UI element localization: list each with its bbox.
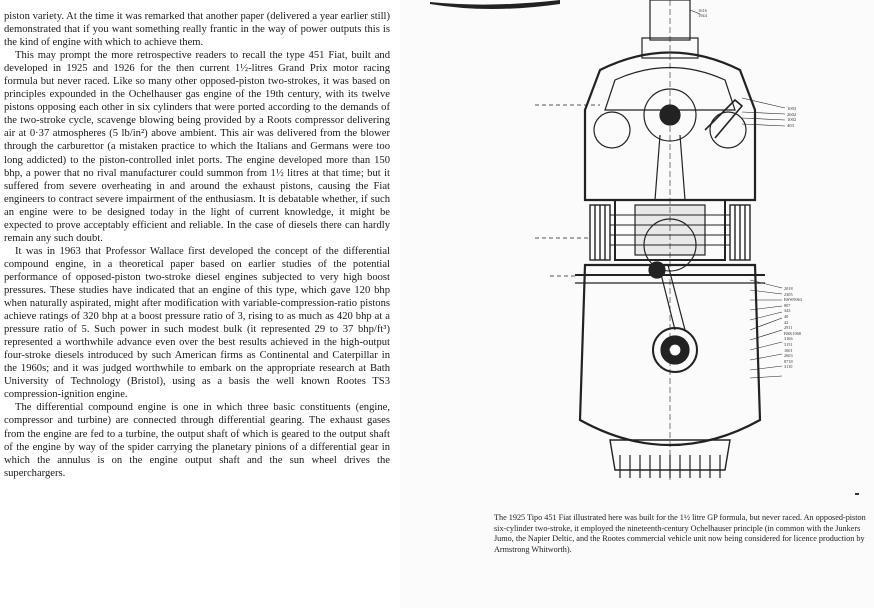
paragraph-1: piston variety. At the time it was remarked that another paper (delivered a year earlier still) demonstrated that if you want something really frantic in the way of power outputs this is the kind of engine with which to achieve them. (4, 11, 390, 49)
figure-caption: The 1925 Tipo 451 Fiat illustrated here was built for the 1½ litre GP formula, but never raced. An opposed-piston six-cylinder two-stroke, it employed the nineteenth-century Ochelhauser principle (in common with the Junkers Jumo, the Napier Deltic, and the Rootes commercial vehicle unit now being considered for licence production by Armstrong Whitworth). (494, 513, 866, 554)
callout-labels-upper: 1003 2602 1002 403 (787, 106, 797, 128)
print-mark (855, 493, 859, 495)
engine-cross-section-drawing (520, 0, 820, 500)
paragraph-4: The differential compound engine is one in which three basic constituents (engine, compressor and turbine) are connected through differential gearing. The exhaust gases from the engine are fed to a turbine, the output shaft of which is geared to the output shaft of the engine by way of the spider carrying the planetary pinions of a differential gear in which the annulus is on the engine output shaft and the sun wheel drives the superchargers. (4, 402, 390, 479)
callout-top-left: 1616 1944 (698, 8, 707, 18)
paragraph-3: It was in 1963 that Professor Wallace first developed the concept of the differential compound engine, in a theoretical paper based on earlier studies of the potential performance of opposed-piston two-stroke diesel engines subjected to very high boost pressures. These studies have indicated that an engine of this type, which gave 120 bhp when naturally aspirated, might after modification with variable-compression-ratio pistons achieve ratings of 320 bhp at a boost pressure ratio of 3, rising to as much as 420 bhp at a pressure ratio of 5. Such power in such modest bulk (it represented 29 to 37 bhp/ft³) represented a worthwhile advance even over the best results achieved in the high-output four-stroke diesels introduced by such American firms as Continental and Caterpillar in the 1960s; and it was judged worthwhile to embark on the appropriate research at Bath University of Technology (Bristol), using as a basis the well known Rootes TS3 compression-ignition engine. (4, 245, 390, 401)
body-text (4, 10, 390, 480)
callout-labels-lower: 2018 2305 BSW9063 807 343 40 42 2911 BSK1968 3166 3151 1601 2603 8718 3110 (784, 286, 802, 370)
left-page (0, 0, 400, 608)
paragraph-2: This may prompt the more retrospective readers to recall the type 451 Fiat, built and developed in 1925 and 1926 for the then current 1½-litres Grand Prix motor racing formula but never raced. Like so many other opposed-piston two-strokes, it was based on principles expounded in the Ochelhauser gas engine of the 19th century, with its twelve pistons opposing each other in six cylinders that were ported according to the demands of the two-stroke cycle, scavenge blowing being provided by a Roots compressor delivering air at 0·37 atmospheres (5 lb/in²) above ambient. This air was delivered from the blower through the carburettor (a mistaken practice to which the Italians and Germans were too long addicted) to the piston-controlled inlet ports. The engine developed more than 150 bhp, a power that no rival manufacturer could summon from 1½ litres at that time; but it suffered from severe overheating in and around the exhaust pistons, causing the Fiat engineers to contract severe impairment of the enthusiasm. It is debatable whether, if such an engine were to be designed today in the light of current knowledge, it might be expected to prove acceptably efficient and reliable. In the case of diesels there can hardly remain any such doubt. (4, 50, 390, 244)
